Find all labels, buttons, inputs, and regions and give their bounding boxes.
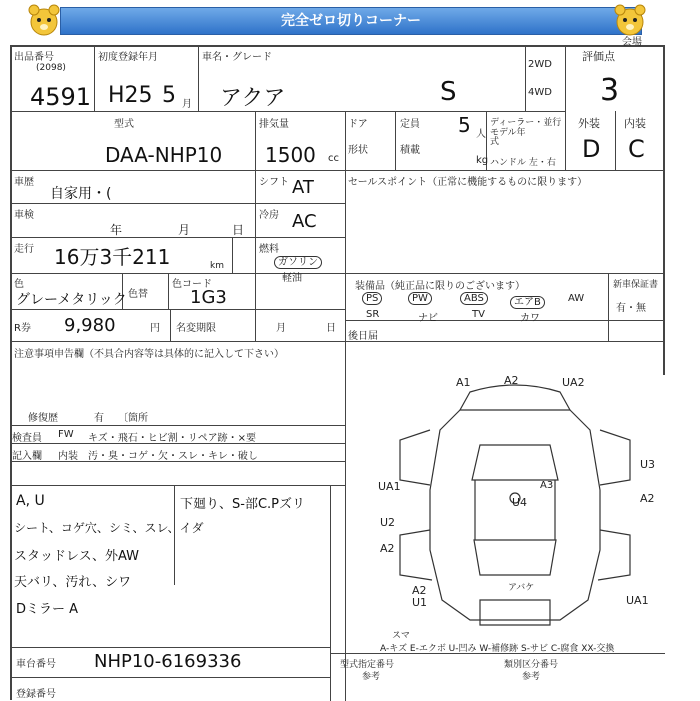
diag-scratch: アバケ: [508, 583, 535, 593]
reg-month: 5: [162, 83, 176, 108]
diag-ua2: UA2: [562, 376, 585, 389]
inspect-day: 日: [232, 223, 245, 237]
ac-label: 冷房: [259, 210, 279, 221]
legend: A-キズ E-エクボ U-凹み W-補修跡 S-サビ C-腐食 XX-交換: [380, 644, 615, 654]
diag-ua1-bottom: UA1: [626, 594, 649, 607]
equip-airbag: エアB: [510, 293, 545, 308]
history-label: 車歴: [14, 177, 34, 188]
legend-ref: 参考: [362, 672, 381, 682]
drive-2wd: 2WD: [528, 59, 552, 70]
shift: AT: [292, 177, 314, 198]
reg-month-unit: 月: [182, 99, 192, 110]
model-label: 型式: [114, 119, 134, 130]
diag-smashed: スマ: [392, 631, 410, 641]
ac: AC: [292, 211, 317, 232]
handle-label: ハンドル 左・右: [490, 158, 556, 168]
diag-ua1-left: UA1: [378, 480, 401, 493]
class-ref: 類別区分番号: [504, 660, 559, 670]
name-change-label: 名変期限: [176, 323, 216, 334]
repair-value: 有: [94, 413, 104, 424]
plate-label: 登録番号: [16, 689, 56, 700]
equip-aw: AW: [568, 293, 585, 304]
color-label: 色: [14, 279, 24, 290]
name-label: 車名・グレード: [202, 52, 272, 63]
history: 自家用・(: [50, 186, 112, 202]
fw-label: FW: [58, 429, 74, 440]
lot-label: 出品番号: [14, 52, 54, 63]
int-label: 内装: [624, 117, 646, 130]
lot-sub: (2098): [36, 63, 66, 73]
diag-u2: U2: [380, 516, 396, 529]
bear-mascot-icon: [26, 2, 62, 38]
score: 3: [600, 73, 620, 108]
record-label: 記入欄: [12, 451, 42, 462]
diag-u1: U1: [412, 596, 428, 609]
load-unit: kg: [476, 155, 489, 166]
warranty: 有・無: [616, 303, 646, 314]
name-change-month: 月: [276, 323, 286, 334]
shape-label: 形状: [348, 145, 368, 156]
diag-a2-top: A2: [504, 374, 519, 387]
note-right: 下廻り、S-部C.Pズリ: [180, 497, 305, 512]
diag-a1: A1: [456, 376, 471, 389]
ext-label: 外装: [578, 117, 600, 130]
drive-4wd: 4WD: [528, 87, 552, 98]
capacity: 5: [458, 113, 471, 137]
color-change-label: 色替: [128, 289, 148, 300]
repair-label: 修復歴: [28, 413, 58, 424]
load-label: 積載: [400, 145, 420, 156]
reg-label: 初度登録年月: [98, 52, 158, 63]
frame-number: NHP10-6169336: [94, 651, 242, 672]
equip-sr: SR: [366, 309, 380, 320]
diag-a3: A3: [540, 480, 554, 491]
lot-number: 4591: [30, 83, 92, 111]
model: DAA-NHP10: [105, 143, 223, 167]
fuel-gas: ガソリン: [274, 253, 322, 268]
diag-a2-bottom: A2: [412, 584, 427, 597]
inspect-label: 車検: [14, 210, 34, 221]
equip-ps: PS: [362, 293, 382, 304]
reg-year: H25: [108, 83, 153, 108]
color-code: 1G3: [190, 287, 227, 308]
recycle-unit: 円: [150, 323, 160, 334]
fw-items: キズ・飛石・ヒビ割・リペア跡・×要: [88, 433, 256, 444]
rear-seat-label: 後日届: [348, 331, 378, 342]
fuel-diesel: 軽油: [282, 273, 302, 284]
note-line: 天バリ、汚れ、シワ: [14, 575, 132, 590]
diag-a2-right: A2: [640, 492, 655, 505]
score-label: 評価点: [582, 50, 615, 63]
fuel-label: 燃料: [259, 244, 279, 255]
color-code-label: 色コード: [172, 279, 212, 290]
diag-a2-left: A2: [380, 542, 395, 555]
capacity-label: 定員: [400, 119, 420, 130]
int-label-2: 内装: [58, 451, 78, 462]
frame-label: 車台番号: [16, 659, 56, 670]
note-line: Dミラー A: [16, 602, 79, 617]
inspect-year: 年: [110, 223, 123, 237]
recycle-label: R券: [14, 323, 31, 334]
name-change-day: 日: [326, 323, 336, 334]
note-line: A, U: [16, 493, 45, 509]
note-line: シート、コゲ穴、シミ、スレ、イダ: [14, 521, 204, 535]
doors-label: ドア: [348, 119, 368, 130]
mileage-label: 走行: [14, 244, 34, 255]
inspect-month: 月: [178, 223, 191, 237]
mileage-unit: km: [210, 261, 224, 271]
inspector-label: 検査員: [12, 433, 42, 444]
int-items: 汚・臭・コゲ・欠・スレ・キレ・破し: [88, 451, 258, 462]
equip-navi: ナビ: [418, 313, 438, 324]
cc: 1500: [265, 143, 316, 167]
equip-tv: TV: [472, 309, 485, 320]
legend-ref-2: 参考: [522, 672, 541, 682]
recycle: 9,980: [64, 315, 116, 336]
equip-abs: ABS: [460, 293, 488, 304]
cc-unit: cc: [328, 153, 339, 164]
capacity-unit: 人: [476, 129, 486, 140]
note-line: スタッドレス、外AW: [14, 549, 140, 564]
color: グレーメタリック: [16, 292, 127, 308]
mileage: 16万3千211: [54, 245, 171, 269]
equip-label: 装備品（純正品に限りのございます）: [355, 281, 525, 292]
corner-label: 会場: [622, 37, 642, 48]
cc-label: 排気量: [259, 119, 289, 130]
sale-ref: 型式指定番号: [340, 660, 395, 670]
equip-pw: PW: [408, 293, 432, 304]
repair-part-label: 〔箇所: [118, 413, 148, 424]
dealer-label: ディーラー・並行: [490, 118, 562, 128]
shift-label: シフト: [259, 177, 289, 188]
car-name: アクア: [220, 86, 286, 111]
notes-label: 注意事項申告欄（不具合内容等は具体的に記入して下さい）: [14, 349, 284, 360]
diag-u4: U4: [512, 496, 528, 509]
warranty-label: 新車保証書: [613, 280, 659, 290]
grade: S: [440, 77, 457, 107]
int-grade: C: [628, 135, 645, 163]
banner-title: 完全ゼロ切りコーナー: [60, 7, 642, 35]
ext-grade: D: [582, 135, 601, 163]
diag-u3: U3: [640, 458, 656, 471]
model-year-label: モデル年式: [490, 128, 526, 147]
equip-leather: カワ: [520, 313, 540, 324]
sales-label: セールスポイント（正常に機能するものに限ります）: [348, 177, 588, 188]
